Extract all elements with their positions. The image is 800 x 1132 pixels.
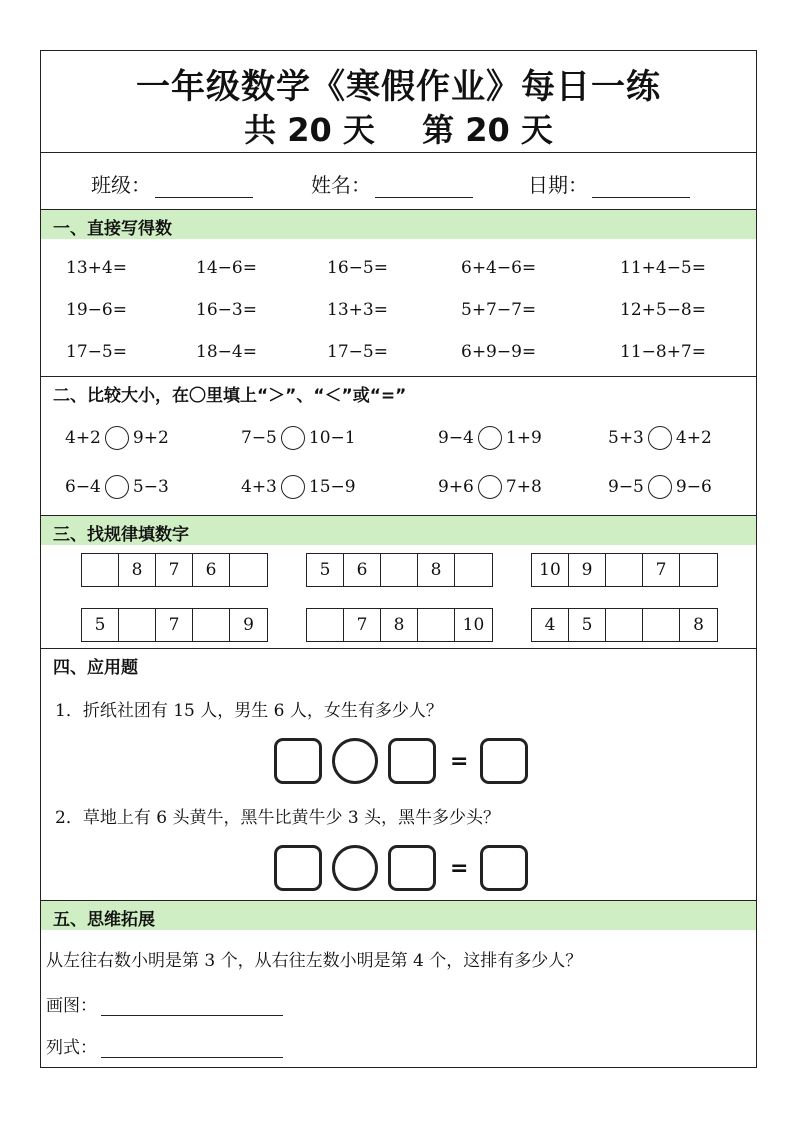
worksheet [40,50,757,1068]
draw-field [46,991,283,1016]
name-blank[interactable] [375,177,473,198]
arith-item: 13+3= [327,300,388,320]
sequence-cell[interactable] [606,609,643,641]
arith-item: 6+9−9= [461,342,537,362]
answer-circle[interactable] [648,426,672,450]
sequence-cell[interactable]: 10 [462,615,485,635]
arith-item: 11−8+7= [620,342,706,362]
result-box[interactable] [480,738,528,784]
class-blank[interactable] [155,177,253,198]
arith-item: 16−3= [196,300,257,320]
name-field [311,169,473,198]
sequence-cell[interactable]: 6 [344,554,381,586]
sequence-box [81,608,268,642]
draw-blank[interactable] [101,997,283,1016]
sequence-cell[interactable] [230,554,267,586]
compare-item [608,475,712,499]
worksheet-title: 一年级数学《寒假作业》每日一练 [136,67,661,107]
sequence-cell[interactable] [643,609,680,641]
compare-right: 10−1 [308,428,356,448]
answer-circle[interactable] [478,475,502,499]
total-days: 共 20 天 [244,111,375,149]
sequence-cell[interactable] [418,609,455,641]
class-field [91,169,253,198]
sequence-cell[interactable] [680,554,717,586]
arith-item: 13+4= [66,258,127,278]
answer-circle[interactable] [648,475,672,499]
sequence-cell[interactable]: 8 [693,615,704,635]
arith-item: 16−5= [327,258,388,278]
sequence-cell[interactable] [606,554,643,586]
equation-row-1 [274,738,528,784]
compare-left: 4+2 [65,428,101,448]
compare-left: 6−4 [65,477,101,497]
sequence-box [531,553,718,587]
sequence-cell[interactable]: 7 [643,554,680,586]
number-box[interactable] [388,845,436,891]
arith-item: 12+5−8= [620,300,706,320]
answer-circle[interactable] [281,475,305,499]
sequence-box [81,553,268,587]
operator-circle[interactable] [332,845,378,891]
number-box[interactable] [274,738,322,784]
compare-right: 4+2 [675,428,712,448]
equals-sign: = [450,855,469,881]
compare-item [438,475,542,499]
compare-left: 9−5 [608,477,644,497]
formula-label: 列式： [46,1038,97,1058]
sequence-cell[interactable] [193,609,230,641]
number-box[interactable] [274,845,322,891]
sequence-cell[interactable] [119,609,156,641]
section5-title: 五、思维拓展 [53,910,155,930]
answer-circle[interactable] [105,475,129,499]
compare-item [65,426,169,450]
section4-title: 四、应用题 [53,658,138,678]
sequence-cell[interactable]: 7 [156,554,193,586]
compare-right: 1+9 [505,428,542,448]
sequence-cell[interactable]: 9 [243,615,254,635]
sequence-cell[interactable]: 8 [119,554,156,586]
compare-left: 9+6 [438,477,474,497]
date-label: 日期： [528,173,588,197]
arith-item: 17−5= [327,342,388,362]
sequence-cell[interactable]: 9 [569,554,606,586]
sequence-cell[interactable]: 5 [569,609,606,641]
divider [41,152,756,153]
sequence-cell[interactable] [307,609,344,641]
compare-item [438,426,542,450]
compare-right: 9+2 [132,428,169,448]
arith-item: 19−6= [66,300,127,320]
draw-label: 画图： [46,996,97,1016]
arith-item: 14−6= [196,258,257,278]
compare-left: 7−5 [241,428,277,448]
arith-item: 5+7−7= [461,300,537,320]
sequence-box [531,608,718,642]
name-label: 姓名： [311,173,371,197]
compare-left: 4+3 [241,477,277,497]
compare-left: 5+3 [608,428,644,448]
thinking-question: 从左往右数小明是第 3 个，从右往左数小明是第 4 个，这排有多少人？ [46,951,583,971]
sequence-cell[interactable] [381,554,418,586]
divider [41,376,756,377]
sequence-cell[interactable]: 5 [82,609,119,641]
word-problem-1: 1．折纸社团有 15 人，男生 6 人，女生有多少人？ [55,701,443,721]
formula-blank[interactable] [101,1039,283,1058]
equals-sign: = [450,748,469,774]
day-counter [41,105,756,151]
class-label: 班级： [91,173,151,197]
sequence-box [306,553,493,587]
compare-right: 9−6 [675,477,712,497]
compare-item [65,475,169,499]
arith-item: 18−4= [196,342,257,362]
sequence-cell[interactable]: 8 [418,554,455,586]
arith-item: 11+4−5= [620,258,706,278]
equation-row-2 [274,845,528,891]
number-box[interactable] [388,738,436,784]
answer-circle[interactable] [105,426,129,450]
compare-right: 5−3 [132,477,169,497]
sequence-cell[interactable] [455,554,492,586]
sequence-cell[interactable]: 7 [344,609,381,641]
sequence-cell[interactable]: 6 [193,554,230,586]
sequence-box [306,608,493,642]
sequence-cell[interactable]: 5 [307,554,344,586]
divider [41,648,756,649]
section2-title: 二、比较大小，在〇里填上“＞”、“＜”或“=” [53,386,407,406]
word-problem-2: 2．草地上有 6 头黄牛，黑牛比黄牛少 3 头，黑牛多少头？ [55,808,501,828]
compare-left: 9−4 [438,428,474,448]
date-blank[interactable] [592,177,690,198]
current-day: 第 20 天 [422,111,553,149]
arith-item: 6+4−6= [461,258,537,278]
sequence-cell[interactable]: 10 [532,554,569,586]
answer-circle[interactable] [478,426,502,450]
section3-title: 三、找规律填数字 [53,525,189,545]
compare-item [241,475,356,499]
result-box[interactable] [480,845,528,891]
sequence-cell[interactable]: 4 [532,609,569,641]
compare-right: 15−9 [308,477,356,497]
section1-title: 一、直接写得数 [53,219,172,239]
sequence-cell[interactable] [82,554,119,586]
operator-circle[interactable] [332,738,378,784]
compare-item [241,426,356,450]
arith-item: 17−5= [66,342,127,362]
compare-right: 7+8 [505,477,542,497]
formula-field [46,1033,283,1058]
sequence-cell[interactable]: 7 [156,609,193,641]
compare-item [608,426,712,450]
sequence-cell[interactable]: 8 [381,609,418,641]
answer-circle[interactable] [281,426,305,450]
date-field [528,169,690,198]
